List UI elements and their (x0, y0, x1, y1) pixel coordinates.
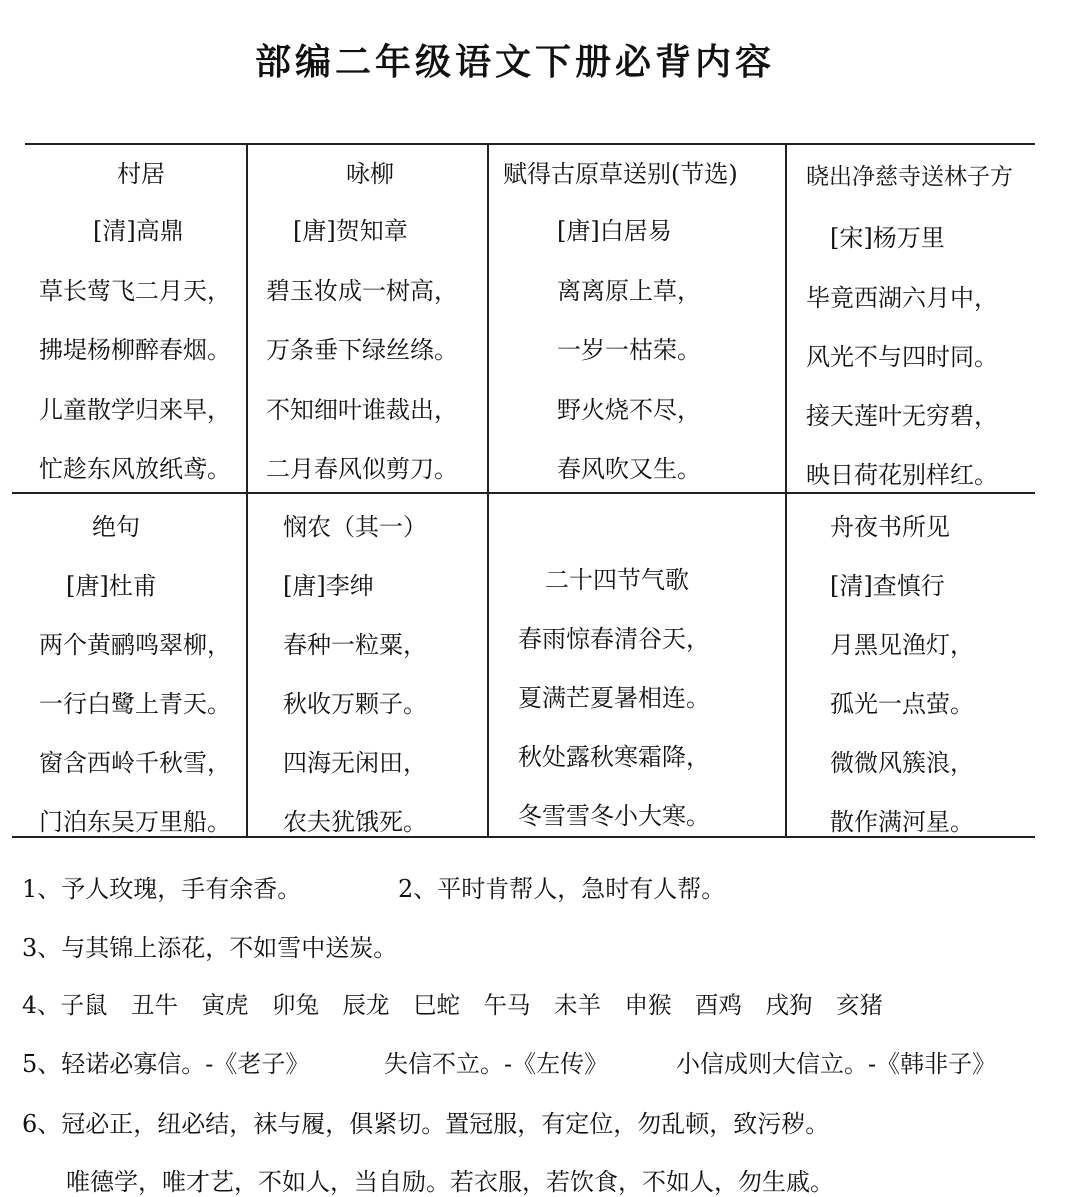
poem-line: 秋收万颗子。 (283, 690, 427, 718)
quote-line: 6、冠必正，纽必结，袜与履，俱紧切。置冠服，有定位，勿乱顿，致污秽。 (22, 1110, 830, 1138)
table-column-divider (246, 143, 248, 838)
poem-title: 悯农（其一） (283, 513, 427, 541)
poem-author: [唐]李绅 (283, 572, 374, 600)
poem-line: 夏满芒夏暑相连。 (518, 684, 710, 712)
poem-line: 春种一粒粟， (283, 631, 427, 659)
poem-line: 孤光一点萤。 (830, 690, 974, 718)
poem-line: 一行白鹭上青天。 (39, 690, 231, 718)
poem-line: 农夫犹饿死。 (283, 808, 427, 836)
poem-line: 不知细叶谁裁出， (266, 396, 458, 424)
poem-line: 散作满河星。 (830, 808, 974, 836)
poem-line: 秋处露秋寒霜降， (518, 743, 710, 771)
quote-line: 3、与其锦上添花，不如雪中送炭。 (22, 934, 398, 962)
quote-line: 失信不立。-《左传》 (384, 1050, 609, 1078)
poem-line: 儿童散学归来早， (39, 396, 231, 424)
poem-line: 风光不与四时同。 (806, 343, 998, 371)
quote-line: 唯德学，唯才艺，不如人，当自励。若衣服，若饮食，不如人，勿生戚。 (66, 1168, 834, 1196)
poem-line: 离离原上草， (557, 277, 701, 305)
poem-line: 一岁一枯荣。 (557, 336, 701, 364)
poem-line: 映日荷花别样红。 (806, 461, 998, 489)
poem-line: 微微风簇浪， (830, 749, 974, 777)
poem-line: 野火烧不尽， (557, 396, 701, 424)
poem-line: 拂堤杨柳醉春烟。 (39, 336, 231, 364)
poem-line: 门泊东吴万里船。 (39, 808, 231, 836)
poem-line: 春雨惊春清谷天， (518, 625, 710, 653)
poem-line: 四海无闲田， (283, 749, 427, 777)
poem-line: 万条垂下绿丝绦。 (266, 336, 458, 364)
poem-line: 草长莺飞二月天， (39, 277, 231, 305)
poem-author: [清]查慎行 (830, 572, 945, 600)
table-column-divider (487, 143, 489, 838)
poem-line: 两个黄鹂鸣翠柳， (39, 631, 231, 659)
table-top-border (25, 143, 1035, 145)
poem-title: 咏柳 (346, 160, 394, 188)
poem-line: 忙趁东风放纸鸢。 (39, 455, 231, 483)
page-title: 部编二年级语文下册必背内容 (254, 42, 775, 83)
poem-line: 二月春风似剪刀。 (266, 455, 458, 483)
poem-author: [宋]杨万里 (830, 224, 945, 252)
quote-line: 1、予人玫瑰，手有余香。 (22, 875, 302, 903)
poem-line: 碧玉妆成一树高， (266, 277, 458, 305)
poem-author: [唐]白居易 (557, 217, 672, 245)
poem-line: 春风吹又生。 (557, 455, 701, 483)
quote-line: 小信成则大信立。-《韩非子》 (676, 1050, 997, 1078)
poem-author: [唐]杜甫 (66, 572, 157, 600)
table-row-divider (12, 492, 1035, 494)
poem-title: 赋得古原草送别(节选) (503, 160, 738, 188)
poem-line: 接天莲叶无穷碧， (806, 402, 998, 430)
quote-line: 2、平时肯帮人，急时有人帮。 (398, 875, 726, 903)
poem-title: 村居 (117, 160, 165, 188)
poem-title: 舟夜书所见 (830, 513, 950, 541)
poem-line: 月黑见渔灯， (830, 631, 974, 659)
quote-line: 5、轻诺必寡信。-《老子》 (22, 1050, 310, 1078)
poem-title: 绝句 (92, 513, 140, 541)
poem-title: 晓出净慈寺送林子方 (806, 164, 1013, 190)
poem-line: 窗含西岭千秋雪， (39, 749, 231, 777)
poem-line: 冬雪雪冬小大寒。 (518, 802, 710, 830)
poem-line: 毕竟西湖六月中， (806, 284, 998, 312)
table-column-divider (785, 143, 787, 838)
poem-author: [清]高鼎 (93, 217, 184, 245)
quote-line: 4、子鼠 丑牛 寅虎 卯兔 辰龙 巳蛇 午马 未羊 申猴 酉鸡 戌狗 亥猪 (22, 991, 883, 1019)
poem-title: 二十四节气歌 (545, 566, 689, 594)
poem-author: [唐]贺知章 (293, 217, 408, 245)
